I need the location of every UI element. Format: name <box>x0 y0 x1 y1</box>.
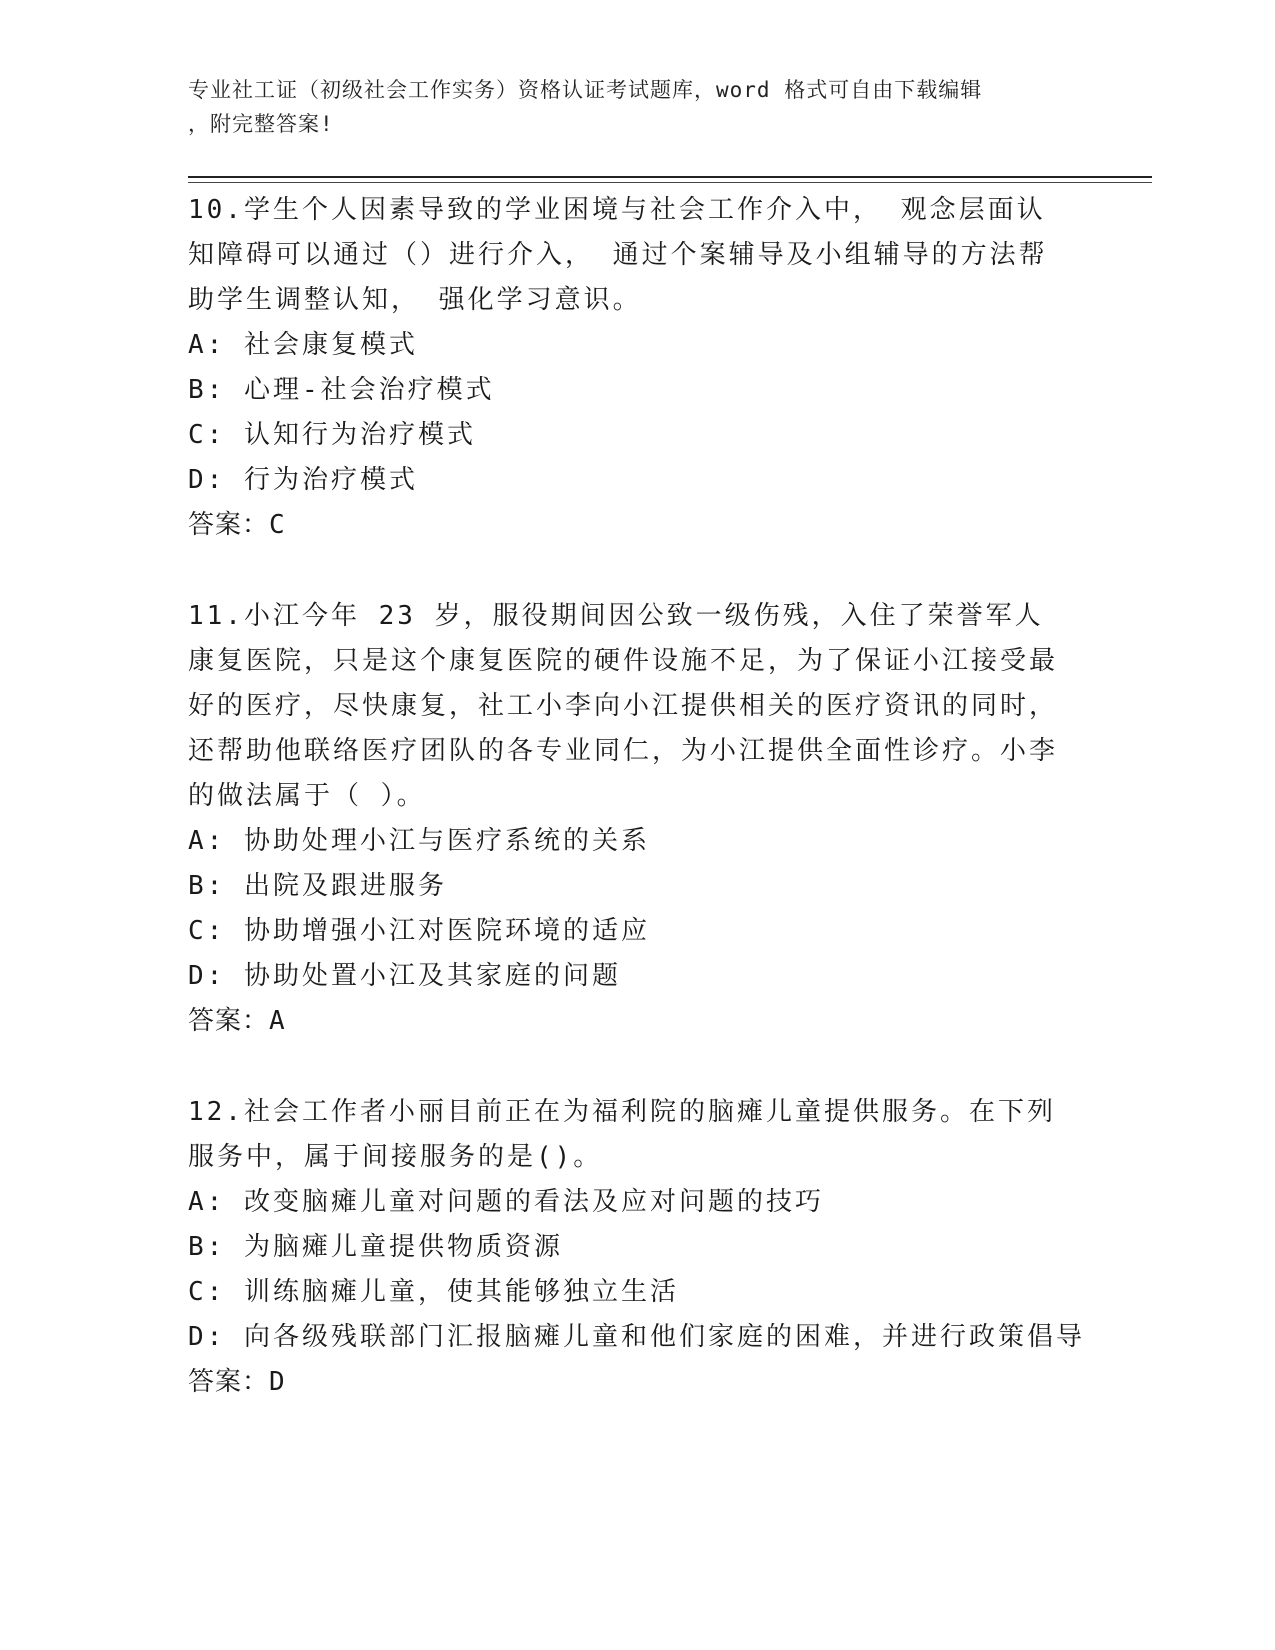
answer-value: D <box>269 1367 286 1397</box>
answer-value: A <box>269 1006 286 1036</box>
option-a: A: 社会康复模式 <box>188 330 418 360</box>
option-d: D: 协助处置小江及其家庭的问题 <box>188 961 621 991</box>
answer-line <box>188 503 1068 548</box>
question-stem: 12.社会工作者小丽目前正在为福利院的脑瘫儿童提供服务。在下列服务中，属于间接服务的是()。 <box>188 1097 1056 1172</box>
header-line-2: ，附完整答案! <box>188 112 334 136</box>
question-list <box>188 188 1085 1451</box>
question-11 <box>188 594 1068 1044</box>
option-b: B: 出院及跟进服务 <box>188 871 447 901</box>
option-c: C: 协助增强小江对医院环境的适应 <box>188 916 650 946</box>
header-divider-thick <box>188 176 1152 178</box>
header-divider-thin <box>188 182 1152 183</box>
answer-label: 答案： <box>188 1006 270 1036</box>
option-c: C: 训练脑瘫儿童，使其能够独立生活 <box>188 1277 679 1307</box>
answer-line <box>188 999 1068 1044</box>
option-a: A: 改变脑瘫儿童对问题的看法及应对问题的技巧 <box>188 1187 824 1217</box>
option-b: B: 为脑瘫儿童提供物质资源 <box>188 1232 563 1262</box>
answer-line <box>188 1360 1068 1405</box>
question-stem: 10.学生个人因素导致的学业困境与社会工作介入中， 观念层面认知障碍可以通过（）进行介入， 通过个案辅导及小组辅导的方法帮助学生调整认知， 强化学习意识。 <box>188 195 1048 315</box>
question-10 <box>188 188 1068 548</box>
option-d: D: 向各级残联部门汇报脑瘫儿童和他们家庭的困难，并进行政策倡导 <box>188 1322 1085 1352</box>
option-d: D: 行为治疗模式 <box>188 465 418 495</box>
answer-label: 答案： <box>188 510 270 540</box>
option-a: A: 协助处理小江与医疗系统的关系 <box>188 826 650 856</box>
question-stem: 11.小江今年 23 岁，服役期间因公致一级伤残，入住了荣誉军人康复医院，只是这个康复医院的硬件设施不足，为了保证小江接受最好的医疗，尽快康复，社工小李向小江提供相关的医疗资讯的同时，还帮助他联络医疗团队的各专业同仁，为小江提供全面性诊疗。小李的做法属于（ ）。 <box>188 601 1059 811</box>
document-header <box>188 73 1068 141</box>
question-12 <box>188 1090 1085 1405</box>
answer-label: 答案： <box>188 1367 270 1397</box>
option-c: C: 认知行为治疗模式 <box>188 420 476 450</box>
option-b: B: 心理-社会治疗模式 <box>188 375 495 405</box>
header-line-1: 专业社工证（初级社会工作实务）资格认证考试题库，word 格式可自由下载编辑 <box>188 78 983 102</box>
answer-value: C <box>269 510 286 540</box>
